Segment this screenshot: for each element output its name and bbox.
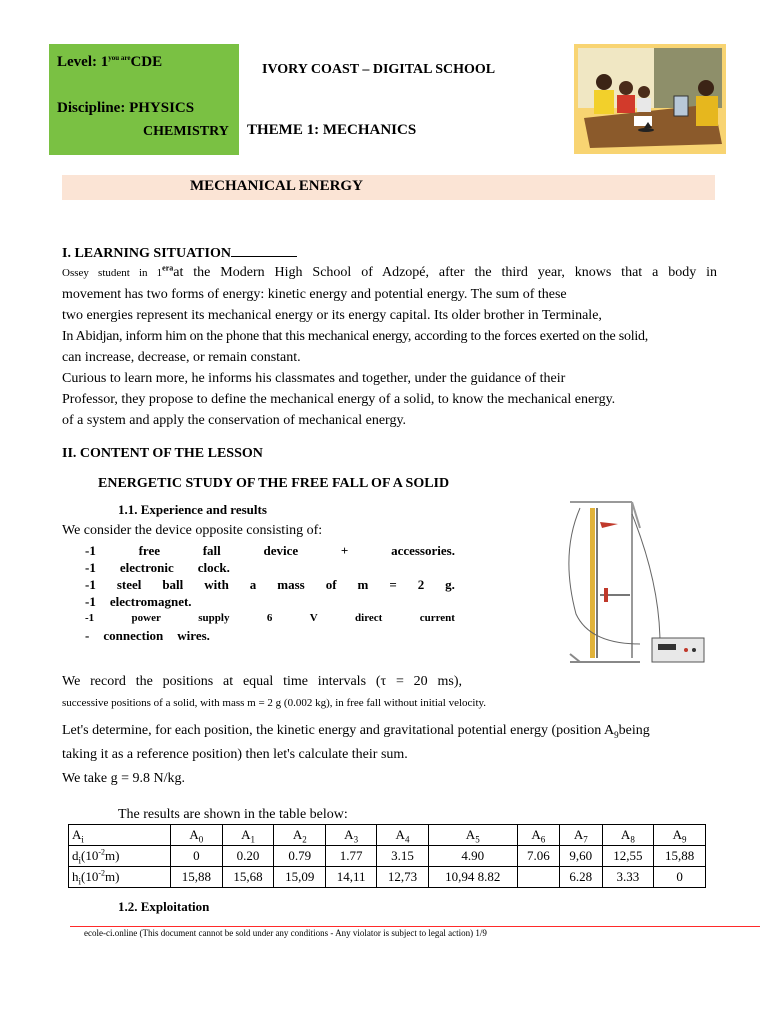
label-d: d	[72, 848, 79, 863]
list-word: 6	[266, 612, 273, 624]
table-cell: 12,55	[602, 846, 654, 867]
results-table	[68, 824, 706, 888]
record-line-text: We record the positions at equal time intervals (τ = 20 ms),	[62, 674, 462, 689]
header-letter: A	[465, 827, 476, 842]
learning-line7: Professor, they propose to define the mechanical energy of a solid, to know the mechanical energy.	[62, 392, 616, 407]
classroom-illustration	[574, 44, 726, 154]
learning-line4: In Abidjan, inform him on the phone that this mechanical energy, according to the forces exerted on the solid,	[62, 329, 648, 344]
students-at-table-image	[574, 44, 726, 154]
learning-line2: movement has two forms of energy: kinetic energy and potential energy. The sum of these	[62, 287, 567, 302]
determine-sub: 9	[614, 729, 619, 740]
row-label-d	[69, 846, 171, 867]
list-item	[85, 610, 455, 627]
row-label-a	[69, 825, 171, 846]
header-index: 9	[682, 834, 687, 845]
table-cell: 0	[171, 846, 223, 867]
determine-paragraph	[62, 720, 717, 789]
list-item	[85, 593, 455, 610]
list-word: electronic	[119, 560, 174, 575]
list-word: +	[340, 543, 349, 558]
content-subheading: ENERGETIC STUDY OF THE FREE FALL OF A SOLID	[98, 476, 450, 491]
header-index: 8	[630, 834, 635, 845]
level-suffix: CDE	[130, 54, 163, 70]
label-a-sub: i	[81, 834, 84, 845]
header-letter: A	[672, 827, 683, 842]
discipline-label: Discipline: PHYSICS	[57, 100, 195, 116]
level-label	[57, 54, 162, 71]
learning-line6: Curious to learn more, he informs his classmates and together, under the guidance of their	[62, 371, 566, 386]
content-heading: II. CONTENT OF THE LESSON	[62, 446, 263, 461]
page-title: MECHANICAL ENERGY	[190, 178, 363, 194]
list-word: -1	[85, 594, 96, 609]
apparatus-drawing	[540, 494, 718, 668]
table-cell: 3.15	[377, 846, 429, 867]
theme-title: THEME 1: MECHANICS	[247, 122, 417, 138]
level-text: Level: 1	[57, 54, 109, 70]
device-list	[85, 542, 455, 644]
gravity-line: We take g = 9.8 N/kg.	[62, 771, 186, 786]
header-letter: A	[395, 827, 405, 842]
list-word: -1	[85, 612, 95, 624]
free-fall-apparatus-image	[540, 494, 718, 668]
list-word: device	[263, 543, 299, 558]
label-d-sub: i	[78, 855, 82, 866]
table-row	[69, 846, 706, 867]
label-h: h	[72, 869, 79, 884]
list-item	[85, 576, 455, 593]
header-letter: A	[620, 827, 631, 842]
label-h-unit-end: m)	[105, 869, 120, 884]
list-word: V	[309, 612, 318, 624]
table-header-cell	[377, 825, 429, 846]
table-header-cell	[326, 825, 377, 846]
heading-underline	[231, 243, 297, 257]
header-index: 6	[540, 834, 546, 845]
list-word: -	[85, 628, 90, 643]
header-letter: A	[344, 827, 354, 842]
list-word: with	[204, 577, 229, 592]
learning-line1-start: Ossey student in 1	[62, 267, 163, 279]
learning-line1-rest: at the Modern High School of Adzopé, after the third year, knows that a body in	[173, 265, 717, 280]
label-d-unit: (10	[81, 848, 99, 863]
list-word: ball	[162, 577, 184, 592]
header-letter: A	[241, 827, 251, 842]
list-item	[85, 559, 455, 576]
exploitation-title: 1.2. Exploitation	[118, 899, 210, 914]
list-word: free	[138, 543, 160, 558]
learning-line8: of a system and apply the conservation of mechanical energy.	[62, 413, 407, 428]
table-header-cell	[602, 825, 654, 846]
table-cell: 15,88	[171, 867, 223, 888]
table-header-cell	[654, 825, 706, 846]
table-cell: 6.28	[560, 867, 602, 888]
determine-line1-end: being	[618, 723, 650, 738]
header-index: 4	[404, 834, 410, 845]
determine-line2: taking it as a reference position) then let's calculate their sum.	[62, 747, 408, 762]
table-header-cell	[274, 825, 326, 846]
learning-heading	[62, 243, 297, 262]
list-word: m	[357, 577, 369, 592]
device-intro: We consider the device opposite consisting of:	[62, 523, 323, 538]
footer-divider	[70, 926, 760, 927]
list-word: supply	[198, 612, 230, 624]
table-cell: 15,09	[274, 867, 326, 888]
header-letter: A	[573, 827, 584, 842]
table-cell: 10,94 8.82	[428, 867, 517, 888]
list-word: g.	[445, 577, 455, 592]
label-h-sup: -2	[98, 868, 106, 878]
table-cell: 0	[654, 867, 706, 888]
table-cell: 7.06	[517, 846, 559, 867]
table-cell: 15,88	[654, 846, 706, 867]
list-item	[85, 627, 455, 644]
header-index: 7	[583, 834, 588, 845]
table-cell: 12,73	[377, 867, 429, 888]
record-line	[62, 671, 462, 692]
header-letter: A	[531, 827, 541, 842]
list-word: clock.	[197, 560, 230, 575]
learning-paragraph	[62, 262, 717, 431]
list-word: accessories.	[391, 543, 455, 558]
table-cell: 4.90	[428, 846, 517, 867]
table-cell: 0.79	[274, 846, 326, 867]
list-word: wires.	[177, 628, 210, 643]
list-word: fall	[202, 543, 221, 558]
record-small: successive positions of a solid, with mass m = 2 g (0.002 kg), in free fall without initial velocity.	[62, 697, 487, 709]
list-word: electromagnet.	[109, 594, 192, 609]
list-word: -1	[85, 577, 96, 592]
chemistry-label: CHEMISTRY	[143, 124, 229, 139]
header-letter: A	[189, 827, 199, 842]
label-h-unit: (10	[81, 869, 99, 884]
table-header-cell	[171, 825, 223, 846]
list-item	[85, 542, 455, 559]
list-word: =	[389, 577, 397, 592]
list-word: -1	[85, 543, 96, 558]
label-a: A	[72, 827, 82, 842]
title-band	[62, 175, 715, 200]
learning-heading-text: I. LEARNING SITUATION	[62, 246, 231, 261]
table-cell: 15,68	[222, 867, 274, 888]
learning-line3: two energies represent its mechanical energy or its energy capital. Its older brother in Terminale,	[62, 308, 602, 323]
table-intro: The results are shown in the table below:	[118, 807, 348, 822]
experience-section-title: 1.1. Experience and results	[118, 502, 267, 517]
level-sup: you are	[108, 54, 131, 62]
table-cell	[517, 867, 559, 888]
table-cell: 3.33	[602, 867, 654, 888]
header-index: 5	[475, 834, 480, 845]
table-cell: 9,60	[560, 846, 602, 867]
table-cell: 1.77	[326, 846, 377, 867]
label-d-sup: -2	[98, 847, 106, 857]
list-word: 2	[417, 577, 425, 592]
header-index: 2	[302, 834, 307, 845]
list-word: of	[325, 577, 337, 592]
list-word: mass	[277, 577, 305, 592]
school-name: IVORY COAST – DIGITAL SCHOOL	[262, 62, 496, 77]
determine-line1: Let's determine, for each position, the kinetic energy and gravitational potential energy (position A	[62, 723, 615, 738]
list-word: current	[419, 612, 455, 624]
label-h-sub: i	[78, 876, 82, 887]
header-index: 0	[198, 834, 204, 845]
label-d-unit-end: m)	[105, 848, 120, 863]
header-index: 1	[250, 834, 255, 845]
header-letter: A	[292, 827, 303, 842]
table-header-cell	[222, 825, 274, 846]
row-label-h	[69, 867, 171, 888]
list-word: direct	[355, 612, 383, 624]
list-word: connection	[103, 628, 164, 643]
table-header-cell	[517, 825, 559, 846]
table-header-cell	[560, 825, 602, 846]
list-word: steel	[116, 577, 142, 592]
table-header-cell	[428, 825, 517, 846]
table-row	[69, 825, 706, 846]
list-word: -1	[85, 560, 96, 575]
list-word: a	[249, 577, 257, 592]
list-word: power	[131, 612, 161, 624]
footer-text: ecole-ci.online (This document cannot be sold under any conditions - Any violator is subject to legal action) 1/9	[84, 928, 487, 938]
table-cell: 0.20	[222, 846, 274, 867]
table-cell: 14,11	[326, 867, 377, 888]
header-index: 3	[353, 834, 359, 845]
table-row	[69, 867, 706, 888]
learning-line5: can increase, decrease, or remain constant.	[62, 350, 301, 365]
learning-line1-sup: era	[162, 263, 174, 273]
